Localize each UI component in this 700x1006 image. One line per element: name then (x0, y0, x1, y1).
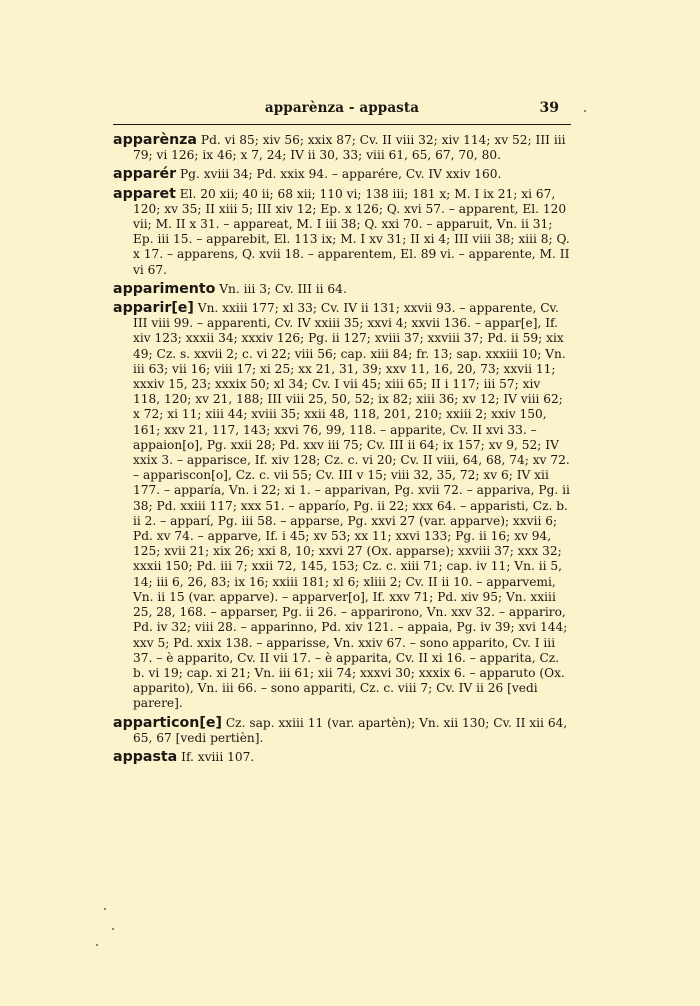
entry-headword: apparènza (113, 132, 198, 148)
print-speck (96, 944, 98, 946)
running-head: apparènza - appasta (264, 100, 420, 116)
print-speck (104, 908, 106, 910)
dictionary-entry (113, 167, 571, 182)
print-speck (112, 928, 114, 930)
page-number: 39 (539, 100, 559, 116)
entry-text: Pg. xviii 34; Pd. xxix 94. – apparére, Cv. IV xxiv 160. (176, 167, 502, 182)
entry-text: Pd. vi 85; xiv 56; xxix 87; Cv. II viii 32; xiv 114; xv 52; III iii 79; vi 126; ix 46; x 7, 24; IV ii 30, 33; viii 61, 65, 67, 70, 80. (133, 133, 566, 163)
header-rule (113, 124, 571, 125)
dictionary-entry (113, 282, 571, 297)
dictionary-entry (113, 301, 571, 711)
dictionary-entry (113, 133, 571, 163)
dictionary-entry (113, 716, 571, 746)
dictionary-entry (113, 750, 571, 765)
entry-text: Vn. xxiii 177; xl 33; Cv. IV ii 131; xxvii 93. – apparente, Cv. III viii 99. – apparenti, Cv. IV xxiii 35; xxvi 4; xxvii 136. – appar[e], If. xiv 123; xxxii 34; xxxiv 126; Pg. ii 127; xviii 37; xxviii 37; Pd. ii 59; xix 49; Cz. s. xxvii 2; c. vi 22; viii 56; cap. xiii 84; fr. 13; sap. xxxiii 10; Vn. iii 63; vii 16; viii 17; xi 25; xx 21, 31, 39; xxv 11, 16, 20, 73; xxvii 11; xxxiv 15, 23; xxxix 50; xl 34; Cv. I vii 45; xiii 65; II i 117; iii 57; xiv 118, 120; xv 21, 188; III viii 25, 50, 52; ix 82; xiii 36; xv 12; IV viii 62; x 72; xi 11; xiii 44; xviii 35; xxii 48, 118, 201, 210; xxiii 2; xxiv 150, 161; xxv 21, 117, 143; xxvi 76, 99, 118. – apparite, Cv. II xvi 33. – appaion[o], Pg. xxii 28; Pd. xxv iii 75; Cv. III ii 64; ix 157; xv 9, 52; IV xxix 3. – apparisce, If. xiv 128; Cz. c. vi 20; Cv. II viii, 64, 68, 74; xv 72. – appariscon[o], Cz. c. vii 55; Cv. III v 15; viii 32, 35, 72; xv 6; IV xii 177. – apparía, Vn. i 22; xi 1. – apparivan, Pg. xvii 72. – appariva, Pg. ii 38; Pd. xxiii 117; xxx 51. – apparío, Pg. ii 22; xxx 64. – apparisti, Cz. b. ii 2. – apparí, Pg. iii 58. – apparse, Pg. xxvi 27 (var. apparve); xxvii 6; Pd. xv 74. – apparve, If. i 45; xv 53; xx 11; xxvi 133; Pg. ii 16; xv 94, 125; xvii 21; xix 26; xxi 8, 10; xxvi 27 (Ox. apparse); xxviii 37; xxx 32; xxxii 150; Pd. iii 7; xxii 72, 145, 153; Cz. c. xiii 71; cap. iv 11; Vn. ii 5, 14; iii 6, 26, 83; ix 16; xxiii 181; xl 6; xliii 2; Cv. II ii 10. – apparvemi, Vn. ii 15 (var. apparve). – apparver[o], If. xxv 71; Pd. xiv 95; Vn. xxiii 25, 28, 168. – apparser, Pg. ii 26. – apparirono, Vn. xxv 32. – appariro, Pd. iv 32; viii 28. – apparinno, Pd. xiv 121. – appaia, Pg. iv 39; xvi 144; xxv 5; Pd. xxix 138. – apparisse, Vn. xxiv 67. – sono apparito, Cv. I iii 37. – è apparito, Cv. II vii 17. – è apparita, Cv. II xi 16. – apparita, Cz. b. vi 19; cap. xi 21; Vn. iii 61; xii 74; xxxvi 30; xxxix 6. – apparuto (Ox. apparito), Vn. iii 66. – sono appariti, Cz. c. viii 7; Cv. IV ii 26 [vedi parere]. (133, 301, 570, 711)
entry-headword: appasta (113, 748, 178, 765)
entry-headword: apparticon[e] (113, 714, 222, 731)
entry-text: El. 20 xii; 40 ii; 68 xii; 110 vi; 138 iii; 181 x; M. I ix 21; xi 67, 120; xv 35; II xiii 5; III xiv 12; Ep. x 126; Q. xvi 57. – apparent, El. 120 vii; M. II x 31. – appareat, M. I iii 38; Q. xxi 70. – apparuit, Vn. ii 31; Ep. iii 15. – apparebit, El. 113 ix; M. I xv 31; II xi 4; III viii 38; xiii 8; Q. x 17. – apparens, Q. xvii 18. – apparentem, El. 89 vi. – apparente, M. II vi 67. (133, 186, 570, 277)
dictionary-entry (113, 187, 571, 278)
entry-headword: apparér (113, 166, 177, 183)
entry-text: Cz. sap. xxiii 11 (var. apartèn); Vn. xii 130; Cv. II xii 64, 65, 67 [vedi pertièn]. (133, 715, 568, 745)
print-speck (584, 110, 586, 112)
entry-headword: apparet (113, 185, 176, 202)
entry-headword: apparimento (113, 280, 216, 297)
entry-text: Vn. iii 3; Cv. III ii 64. (215, 281, 347, 296)
dictionary-entries (113, 133, 571, 769)
entry-headword: apparir[e] (113, 300, 194, 317)
page-header (113, 100, 571, 118)
entry-text: If. xviii 107. (177, 749, 255, 764)
